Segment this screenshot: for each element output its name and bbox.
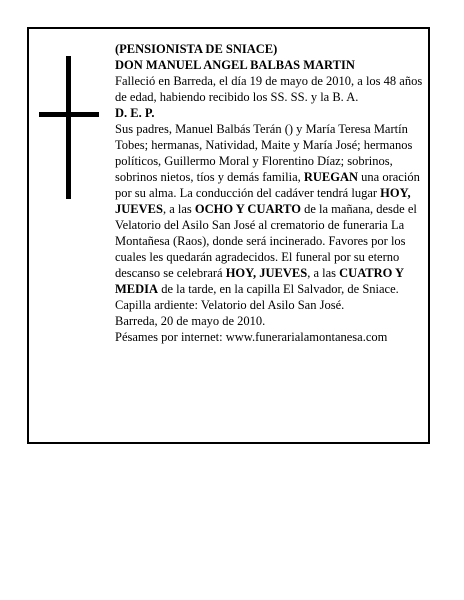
pension-label: (PENSIONISTA DE SNIACE) xyxy=(115,42,278,56)
body-text-3: de la mañana, desde el Velatorio del Asilo San José al crematorio de funeraria La Montañesa (Raos), donde será incinerado. Favores por los cuales les quedarán agradecidos. El funeral por su eterno descanso se celebrará xyxy=(115,202,417,280)
ruegan-text: RUEGAN xyxy=(303,170,359,184)
place-date: Barreda, 20 de mayo de 2010. xyxy=(115,314,266,328)
conduction-time: OCHO Y CUARTO xyxy=(194,202,301,216)
body-text-4: , a las xyxy=(307,266,337,280)
obituary-notice xyxy=(27,27,430,444)
notice-body xyxy=(115,121,423,313)
conduction-day: HOY, JUEVES xyxy=(115,186,411,216)
cross-icon xyxy=(39,56,99,199)
death-info: Falleció en Barreda, el día 19 de mayo de 2010, a los 48 años de edad, habiendo recibido los SS. SS. y la B. A. xyxy=(115,74,423,104)
funeral-day: HOY, JUEVES xyxy=(225,266,308,280)
body-text-1: una oración por su alma. La conducción del cadáver tendrá lugar xyxy=(115,170,420,200)
body-text-2: , a las xyxy=(162,202,192,216)
notice-text xyxy=(115,41,423,345)
deceased-name: DON MANUEL ANGEL BALBAS MARTIN xyxy=(115,58,355,72)
funeral-time: CUATRO Y MEDIA xyxy=(115,266,404,296)
body-text-5: de la tarde, en la capilla El Salvador, de Sniace. Capilla ardiente: Velatorio del Asilo San José. xyxy=(115,282,399,312)
condolences-line: Pésames por internet: www.funerarialamontanesa.com xyxy=(115,330,388,344)
dep-line: D. E. P. xyxy=(115,106,155,120)
family-list: Sus padres, Manuel Balbás Terán () y María Teresa Martín Tobes; hermanas, Natividad, Maite y María José; hermanos políticos, Guillermo Moral y Florentino Díaz; sobrinos, sobrinos nietos, tíos y demás familia, xyxy=(115,122,413,184)
